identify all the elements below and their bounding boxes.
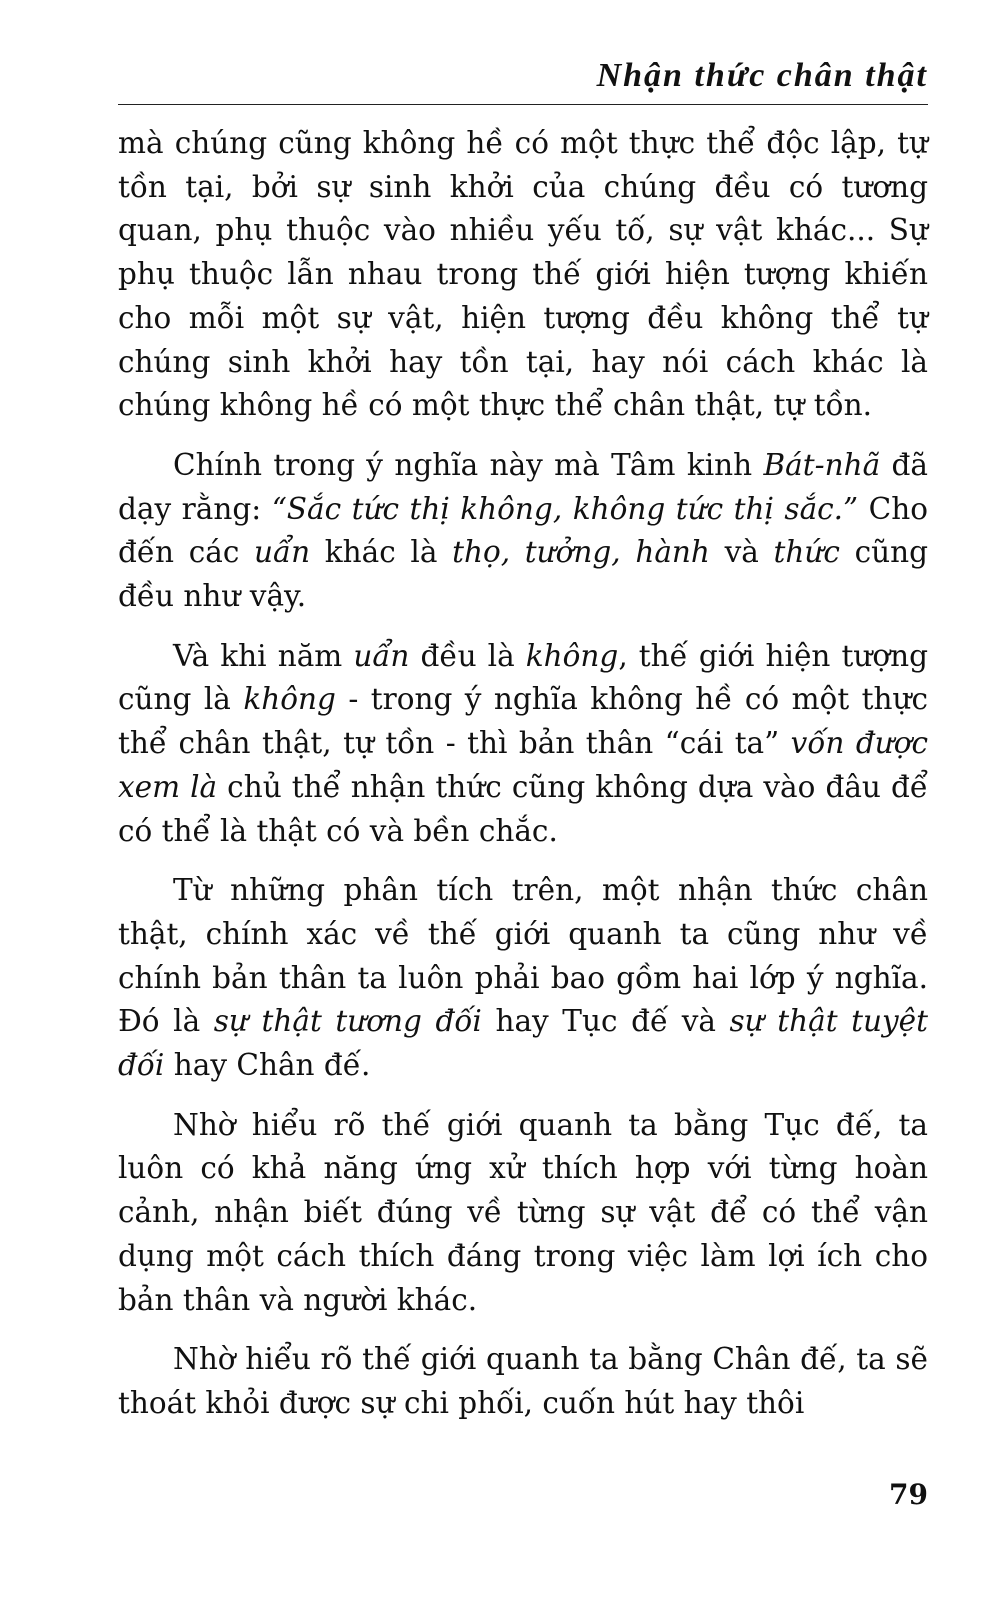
text-run: Nhờ hiểu rõ thế giới quanh ta bằng Chân đế, ta sẽ thoát khỏi được sự chi phối, cuốn hút hay thôi: [118, 1342, 928, 1420]
text-run: Cho đến các: [118, 491, 929, 570]
text-run: Và khi năm: [173, 638, 354, 673]
italic-text: không: [525, 638, 619, 673]
italic-text: sự thật tương đối: [213, 1004, 482, 1039]
paragraph: [118, 1104, 928, 1323]
paragraph: [118, 869, 928, 1088]
italic-text: uẩn: [353, 638, 410, 673]
italic-text: uẩn: [254, 535, 311, 570]
text-run: - trong ý nghĩa không hề có một thực thể chân thật, tự tồn - thì bản thân “cái ta”: [118, 682, 928, 761]
text-run: Chính trong ý nghĩa này mà Tâm kinh: [173, 447, 764, 482]
italic-text: sự thật tuyệt đối: [118, 1004, 928, 1083]
text-run: Từ những phân tích trên, một nhận thức chân thật, chính xác về thế giới quanh ta cũng như về chính bản thân ta luôn phải bao gồm hai lớp ý nghĩa. Đó là: [118, 873, 928, 1039]
italic-text: vốn được xem là: [118, 726, 928, 804]
italic-text: không: [243, 682, 336, 717]
body-text: [118, 122, 928, 1442]
italic-text: Bát-nhã: [763, 447, 881, 482]
text-run: hay Chân đế.: [164, 1048, 371, 1083]
text-run: và: [709, 535, 774, 570]
text-run: hay Tục đế và: [481, 1004, 730, 1039]
italic-text: thọ, tưởng, hành: [452, 535, 710, 570]
text-run: , thế giới hiện tượng cũng là: [118, 638, 929, 717]
text-run: khác là: [310, 535, 453, 570]
text-run: đều là: [409, 638, 526, 673]
page-number: 79: [889, 1478, 928, 1511]
text-run: chủ thể nhận thức cũng không dựa vào đâu để có thể là thật có và bền chắc.: [118, 769, 928, 848]
running-header: [118, 52, 928, 105]
paragraph: [118, 1338, 928, 1425]
italic-text: thức: [773, 535, 840, 570]
running-title: Nhận thức chân thật: [596, 57, 928, 94]
text-run: mà chúng cũng không hề có một thực thể độc lập, tự tồn tại, bởi sự sinh khởi của chúng đều có tương quan, phụ thuộc vào nhiều yếu tố, sự vật khác... Sự phụ thuộc lẫn nhau trong thế giới hiện tượng khiến cho mỗi một sự vật, hiện tượng đều không thể tự chúng sinh khởi hay tồn tại, hay nói cách khác là chúng không hề có một thực thể chân thật, tự tồn.: [118, 126, 928, 423]
text-run: Nhờ hiểu rõ thế giới quanh ta bằng Tục đế, ta luôn có khả năng ứng xử thích hợp với từng hoàn cảnh, nhận biết đúng về từng sự vật để có thể vận dụng một cách thích đáng trong việc làm lợi ích cho bản thân và người khác.: [118, 1107, 928, 1317]
italic-text: “Sắc tức thị không, không tức thị sắc.”: [271, 491, 859, 526]
paragraph: [118, 635, 928, 854]
paragraph: [118, 444, 928, 619]
paragraph: [118, 122, 928, 428]
text-run: cũng đều như vậy.: [118, 535, 928, 614]
text-run: đã dạy rằng:: [118, 447, 928, 526]
